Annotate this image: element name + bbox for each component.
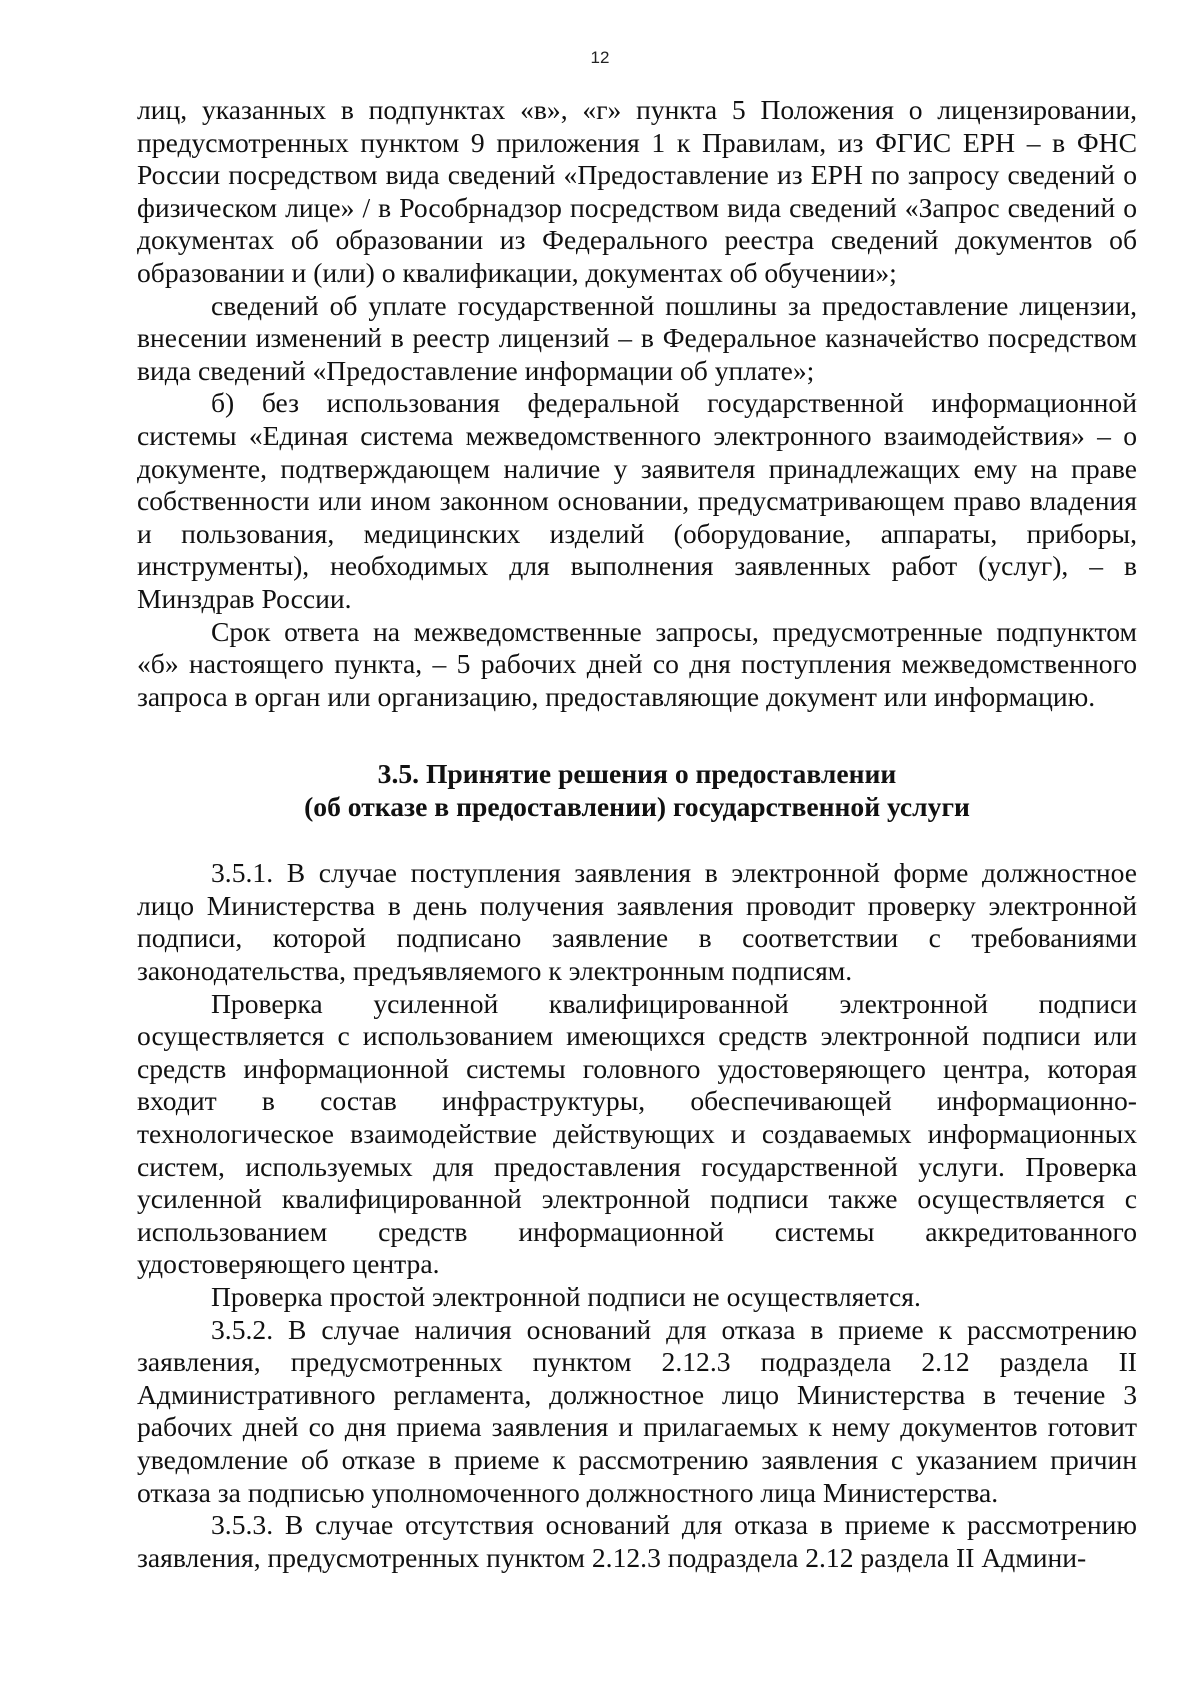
paragraph-qualified-signature-check: Проверка усиленной квалифицированной электронной подписи осуществляется с использованием имеющихся средств электронной подписи или средств информационной системы головного удостоверяющего центра, которая входит в состав инфраструктуры, обеспечивающей информационно-технологическое взаимодействие действующих и создаваемых информационных систем, используемых для предоставления государственной услуги. Проверка усиленной квалифицированной электронной подписи также осуществляется с использованием средств информационной системы аккредитованного удостоверяющего центра. [137, 987, 1137, 1280]
document-body [137, 94, 1137, 1574]
section-heading-line-1: 3.5. Принятие решения о предоставлении [377, 758, 897, 790]
section-heading [137, 757, 1137, 823]
paragraph-3-5-2: 3.5.2. В случае наличия оснований для отказа в приеме к рассмотрению заявления, предусмотренных пунктом 2.12.3 подраздела 2.12 раздела II Административного регламента, должностное лицо Министерства в течение 3 рабочих дней со дня приема заявления и прилагаемых к нему документов готовит уведомление об отказе в приеме к рассмотрению заявления с указанием причин отказа за подписью уполномоченного должностного лица Министерства. [137, 1313, 1137, 1508]
paragraph-continuation: лиц, указанных в подпунктах «в», «г» пункта 5 Положения о лицензировании, предусмотренных пунктом 9 приложения 1 к Правилам, из ФГИС ЕРН – в ФНС России посредством вида сведений «Предоставление из ЕРН по запросу сведений о физическом лице» / в Рособрнадзор посредством вида сведений «Запрос сведений о документах об образовании из Федерального реестра сведений документов об образовании и (или) о квалификации, документах об обучении»; [137, 94, 1137, 288]
paragraph-subitem-b: б) без использования федеральной государственной информационной системы «Единая система межведомственного электронного взаимодействия» – о документе, подтверждающем наличие у заявителя принадлежащих ему на праве собственности или ином законном основании, предусматривающем право владения и пользования, медицинских изделий (оборудование, аппараты, приборы, инструменты), необходимых для выполнения заявленных работ (услуг), – в Минздрав России. [137, 387, 1137, 614]
section-heading-line-2: (об отказе в предоставлении) государственной услуги [304, 791, 970, 823]
page-number: 12 [590, 48, 610, 67]
paragraph-3-5-3: 3.5.3. В случае отсутствия оснований для отказа в приеме к рассмотрению заявления, предусмотренных пунктом 2.12.3 подраздела 2.12 раздела II Админи- [137, 1509, 1137, 1573]
paragraph-state-fee: сведений об уплате государственной пошлины за предоставление лицензии, внесении изменений в реестр лицензий – в Федеральное казначейство посредством вида сведений «Предоставление информации об уплате»; [137, 289, 1137, 386]
paragraph-3-5-1: 3.5.1. В случае поступления заявления в электронной форме должностное лицо Министерства в день получения заявления проводит проверку электронной подписи, которой подписано заявление в соответствии с требованиями законодательства, предъявляемого к электронным подписям. [137, 857, 1137, 987]
paragraph-response-deadline: Срок ответа на межведомственные запросы, предусмотренные подпунктом «б» настоящего пункта, – 5 рабочих дней со дня поступления межведомственного запроса в орган или организацию, предоставляющие документ или информацию. [137, 615, 1137, 712]
paragraph-simple-signature: Проверка простой электронной подписи не осуществляется. [211, 1281, 921, 1312]
